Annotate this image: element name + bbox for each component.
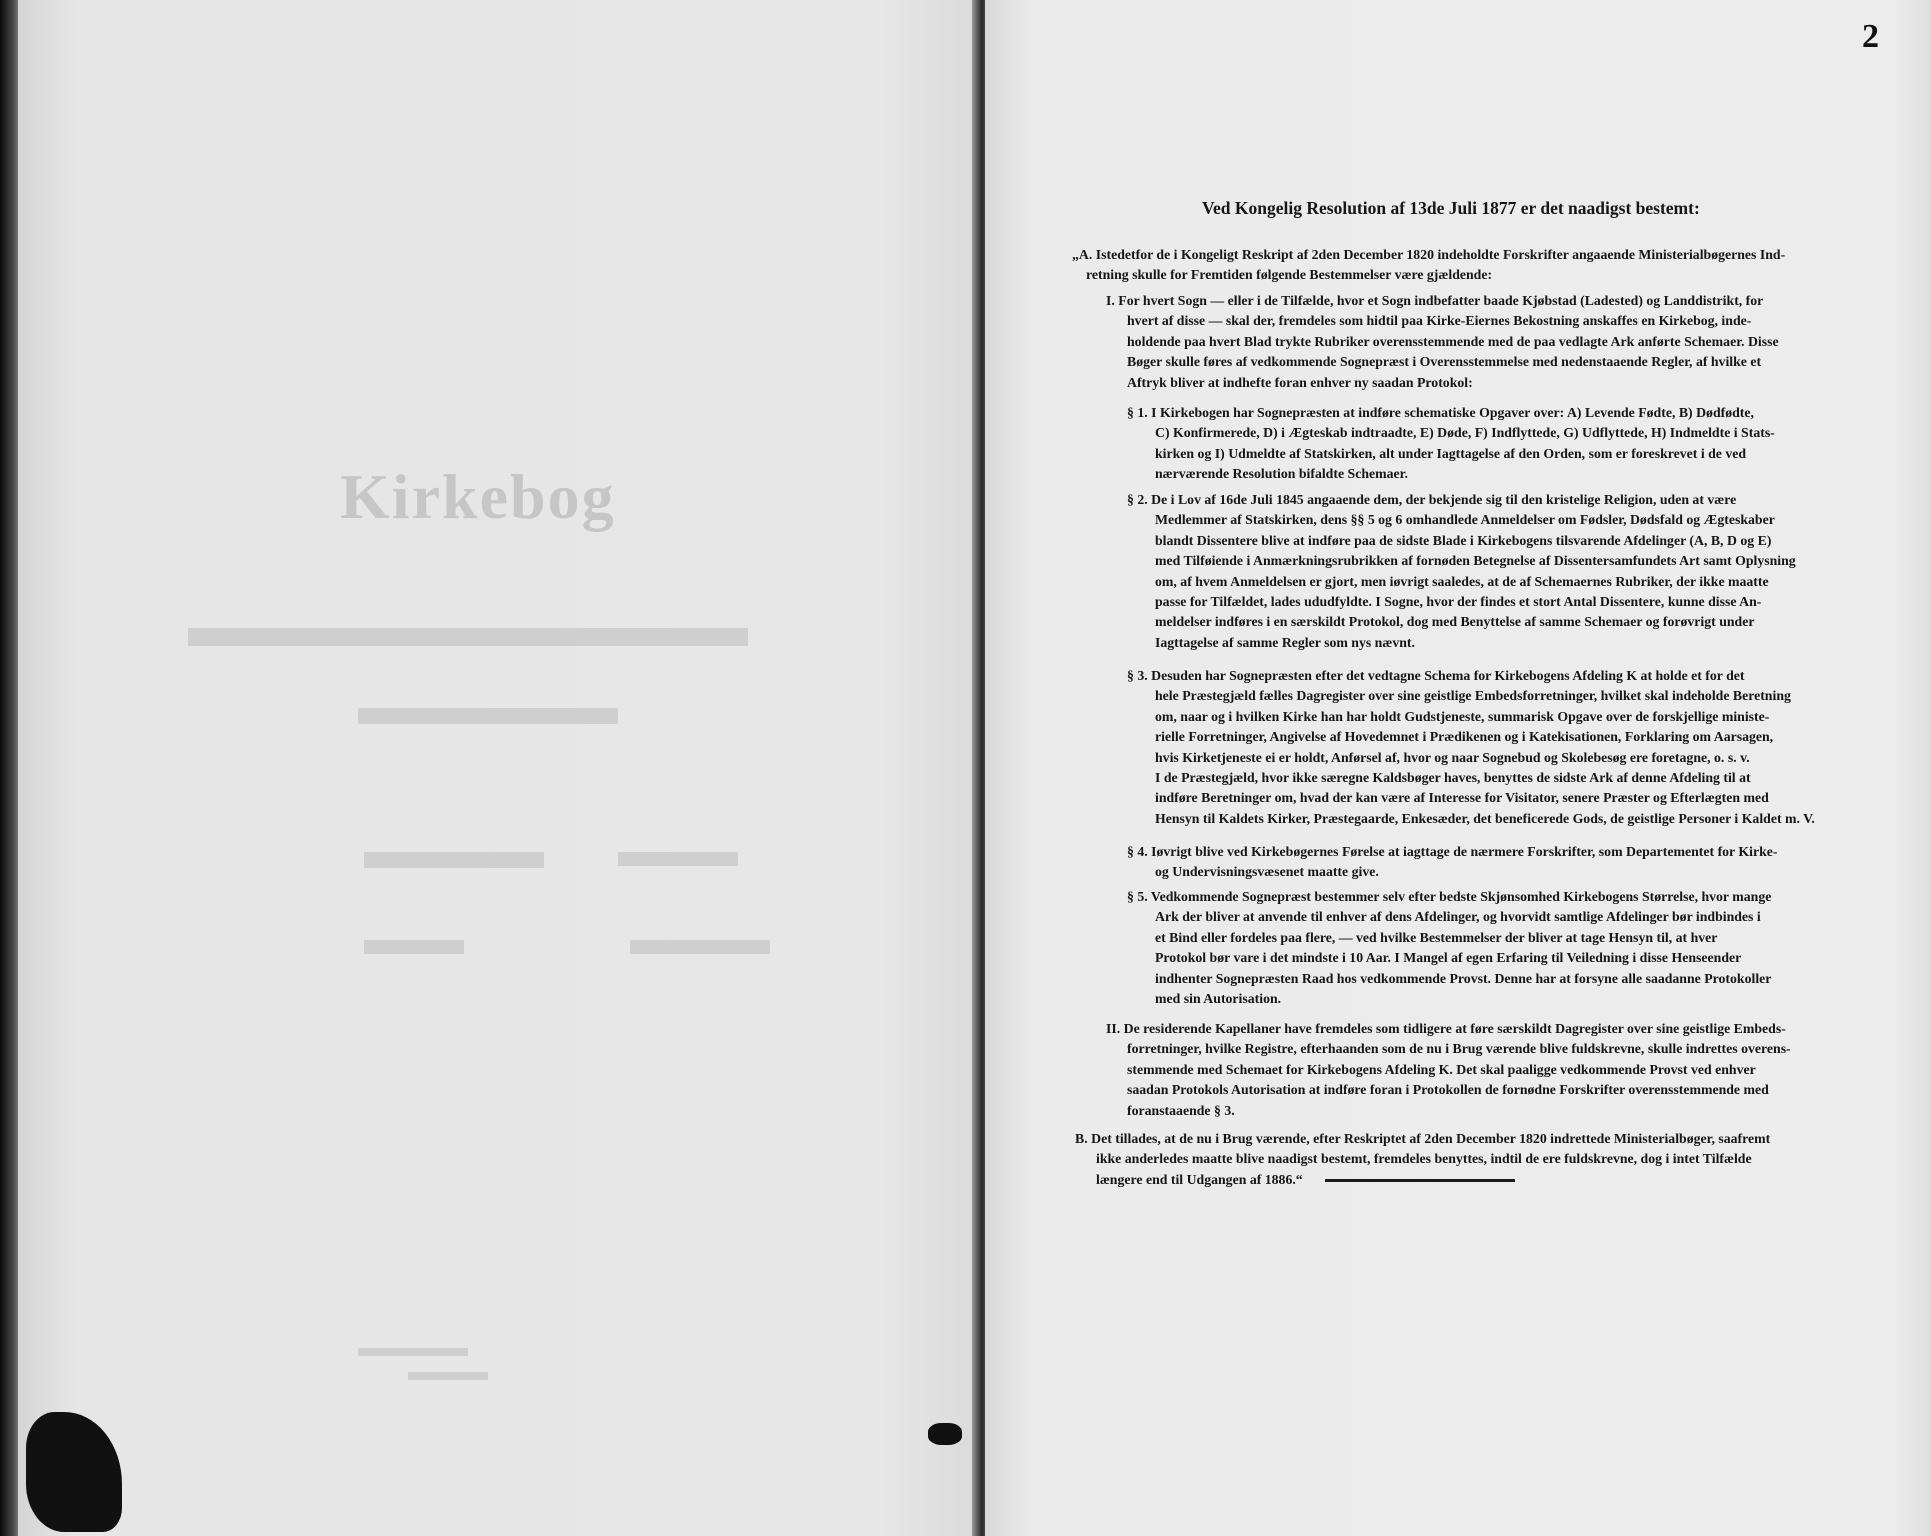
text-line: foranstaaende § 3. (1127, 1102, 1235, 1118)
text-line: § 5. Vedkommende Sognepræst bestemmer selv efter bedste Skjønsomhed Kirkebogens Størrelse, hvor mange (1127, 889, 1772, 904)
section-a-point-2 (1106, 1019, 1791, 1121)
text-line: II. De residerende Kapellaner have fremdeles som tidligere at føre særskildt Dagregister over sine geistlige Embeds- (1106, 1021, 1786, 1036)
text-line: blandt Dissentere blive at indføre paa de sidste Blade i Kirkebogens tilsvarende Afdelinger (A, B, D og E) (1155, 532, 1772, 548)
text-line: B. Det tillades, at de nu i Brug værende, efter Reskriptet af 2den December 1820 indrettede Ministerialbøger, saafremt (1075, 1131, 1771, 1146)
text-line: I. For hvert Sogn — eller i de Tilfælde, hvor et Sogn indbefatter baade Kjøbstad (Ladested) og Landdistrikt, for (1106, 293, 1764, 308)
text-line: om, af hvem Anmeldelsen er gjort, men iøvrigt saaledes, at de af Schemaernes Rubriker, der ikke maatte (1155, 573, 1769, 589)
text-line: stemmende med Schemaet for Kirkebogens Afdeling K. Det skal paaligge vedkommende Provst ved enhver (1127, 1061, 1756, 1077)
text-line: § 1. I Kirkebogen har Sognepræsten at indføre schematiske Opgaver over: A) Levende Fødte, B) Dødfødte, (1127, 405, 1754, 420)
faded-line (358, 708, 618, 724)
text-line: med sin Autorisation. (1155, 991, 1282, 1007)
text-line: indhenter Sognepræsten Raad hos vedkommende Provst. Denne har at forsyne alle saadanne Protokoller (1155, 970, 1772, 986)
text-line: saadan Protokols Autorisation at indføre foran i Protokollen de fornødne Forskrifter overensstemmende med (1127, 1082, 1769, 1098)
paragraph-4 (1127, 842, 1777, 883)
text-line: hele Præstegjæld fælles Dagregister over sine geistlige Embedsforretninger, hvilket skal indeholde Beretning (1155, 688, 1791, 704)
text-line: ikke anderledes maatte blive naadigst bestemt, fremdeles benyttes, indtil de ere fuldskrevne, dog i intet Tilfælde (1096, 1151, 1752, 1167)
section-a-intro (1072, 245, 1785, 286)
text-line: C) Konfirmerede, D) i Ægteskab indtraadte, E) Døde, F) Indflyttede, G) Udflyttede, H) Indmeldte i Stats- (1155, 425, 1775, 441)
text-line: Ark der bliver at anvende til enhver af dens Afdelinger, og hvorvidt samtlige Afdelinger bør indbindes i (1155, 909, 1761, 925)
paragraph-1 (1127, 403, 1775, 485)
text-line: indføre Beretninger om, hvad der kan være af Interesse for Visitator, senere Præster og Efterlægten med (1155, 790, 1769, 806)
text-line: hvis Kirketjeneste ei er holdt, Anførsel af, hvor og naar Sognebud og Skolebesøg ere foretagne, o. s. v. (1155, 749, 1750, 765)
faded-line (364, 940, 464, 954)
text-line: § 4. Iøvrigt blive ved Kirkebøgernes Førelse at iagttage de nærmere Forskrifter, som Departementet for Kirke- (1127, 844, 1778, 859)
text-line: retning skulle for Fremtiden følgende Bestemmelser være gjældende: (1086, 267, 1493, 283)
text-line: § 2. De i Lov af 16de Juli 1845 angaaende dem, der bekjende sig til den kristelige Religion, uden at være (1127, 492, 1737, 507)
closing-rule (1325, 1179, 1515, 1182)
faded-line (364, 852, 544, 868)
faded-line (618, 852, 738, 866)
text-line: Medlemmer af Statskirken, dens §§ 5 og 6 omhandlede Anmeldelser om Fødsler, Dødsfald og Ægteskaber (1155, 512, 1775, 528)
ink-blot (928, 1423, 962, 1445)
page-number: 2 (1862, 18, 1879, 55)
text-line: passe for Tilfældet, lades ududfyldte. I Sogne, hvor der findes et stort Antal Dissentere, kunne disse An- (1155, 594, 1762, 610)
section-a-point-1 (1106, 291, 1779, 393)
text-line: „A. Istedetfor de i Kongeligt Reskript af 2den December 1820 indeholdte Forskrifter angaaende Ministerialbøgernes Ind- (1072, 247, 1786, 262)
resolution-heading: Ved Kongelig Resolution af 13de Juli 1877 er det naadigst bestemt: (1202, 198, 1700, 218)
text-line: og Undervisningsvæsenet maatte give. (1155, 864, 1379, 880)
text-line: meldelser indføres i en særskildt Protokol, dog med Benyttelse af samme Schemaer og forøvrigt under (1155, 614, 1755, 630)
text-line: I de Præstegjæld, hvor ikke særegne Kaldsbøger haves, benyttes de sidste Ark af denne Afdeling til at (1155, 770, 1751, 786)
text-line: Hensyn til Kaldets Kirker, Præstegaarde, Enkesæder, det beneficerede Gods, de geistlige Personer i Kaldet m. V. (1155, 810, 1815, 826)
text-line: Bøger skulle føres af vedkommende Sognepræst i Overensstemmelse med nedenstaaende Regler, af hvilke et (1127, 354, 1762, 370)
text-line: Aftryk bliver at indhefte foran enhver ny saadan Protokol: (1127, 374, 1473, 390)
text-line: rielle Forretninger, Angivelse af Hovedemnet i Prædikenen og i Katekisationen, Forklaring om Aarsagen, (1155, 729, 1774, 745)
text-line: Iagttagelse af samme Regler som nys nævnt. (1155, 634, 1415, 650)
text-line: med Tilføiende i Anmærkningsrubrikken af fornøden Betegnelse af Dissentersamfundets Art samt Oplysning (1155, 553, 1796, 569)
text-line: Protokol bør vare i det mindste i 10 Aar. I Mangel af egen Erfaring til Veiledning i disse Henseender (1155, 950, 1742, 966)
text-line: kirken og I) Udmeldte af Statskirken, alt under Iagttagelse af den Orden, som er foreskrevet i de ved (1155, 445, 1747, 461)
text-line: hvert af disse — skal der, fremdeles som hidtil paa Kirke-Eiernes Bekostning anskaffes en Kirkebog, inde- (1127, 313, 1752, 329)
paragraph-2 (1127, 490, 1796, 653)
faded-line (408, 1372, 488, 1380)
text-line: § 3. Desuden har Sognepræsten efter det vedtagne Schema for Kirkebogens Afdeling K at holde et for det (1127, 668, 1745, 683)
text-line: længere end til Udgangen af 1886.“ (1096, 1171, 1303, 1187)
faded-line (630, 940, 770, 954)
faded-line (188, 628, 748, 646)
faded-line (358, 1348, 468, 1356)
text-line: nærværende Resolution bifaldte Schemaer. (1155, 466, 1408, 482)
paragraph-3 (1127, 666, 1815, 829)
text-line: om, naar og i hvilken Kirke han har holdt Gudstjeneste, summarisk Opgave over de forskjellige ministe- (1155, 708, 1770, 724)
text-line: et Bind eller fordeles paa flere, — ved hvilke Bestemmelser der bliver at tage Hensyn til, at hver (1155, 929, 1718, 945)
left-page (18, 0, 978, 1536)
faded-title: Kirkebog (340, 461, 616, 532)
paragraph-5 (1127, 887, 1771, 1009)
text-line: forretninger, hvilke Registre, efterhaanden som de nu i Brug værende blive fuldskrevne, skulle indrettes overens- (1127, 1041, 1791, 1057)
text-line: holdende paa hvert Blad trykte Rubriker overensstemmende med de paa vedlagte Ark anførte Schemaer. Disse (1127, 333, 1779, 349)
